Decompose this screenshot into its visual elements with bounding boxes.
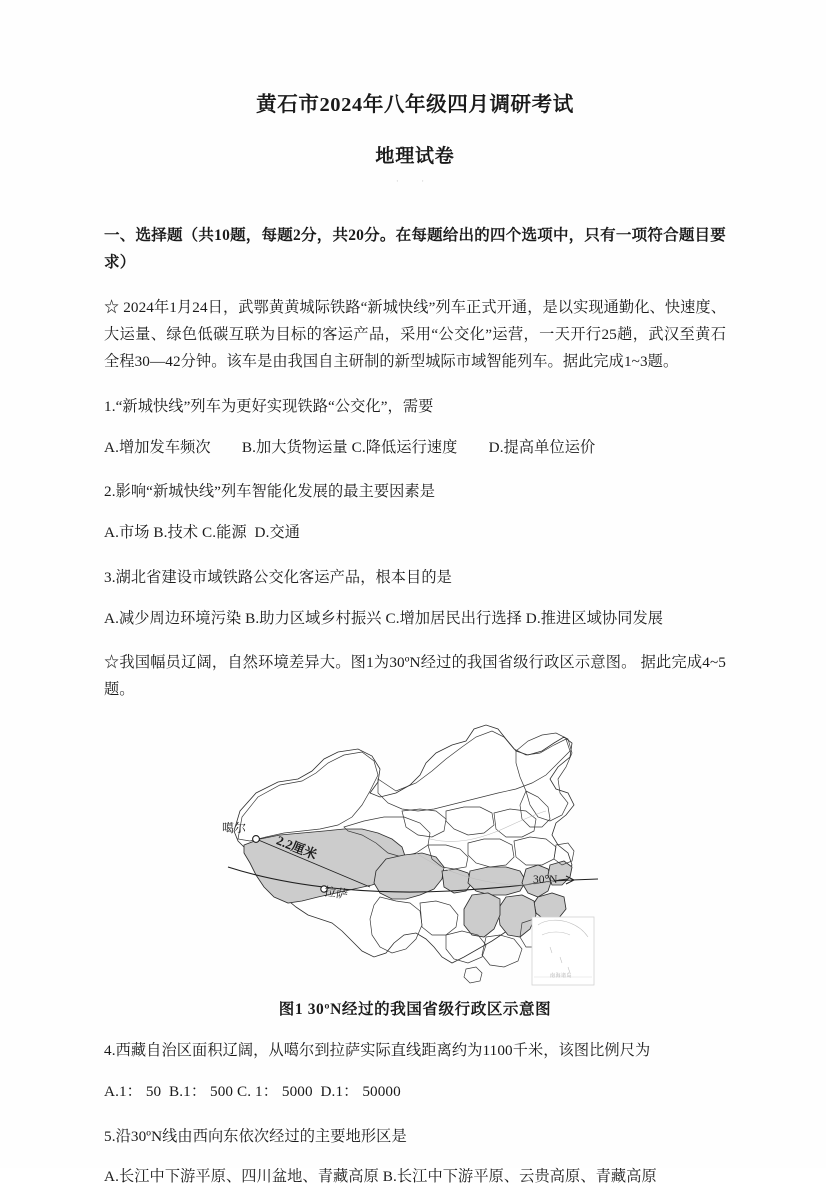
question-3-stem: 3.湖北省建设市域铁路公交化客运产品，根本目的是: [104, 569, 452, 587]
figure-1: [104, 719, 726, 1019]
china-map-image: [220, 719, 610, 991]
passage-china-territory: ☆我国幅员辽阔，自然环境差异大。图1为30ºN经过的我国省级行政区示意图。 据此完成4~5题。: [104, 653, 726, 698]
question-5-options[interactable]: A.长江中下游平原、四川盆地、青藏高原 B.长江中下游平原、云贵高原、青藏高原: [104, 1168, 657, 1186]
section-heading-multiple-choice: 一、选择题（共10题，每题2分，共20分。在每题给出的四个选项中，只有一项符合题目要求）: [104, 227, 726, 272]
city-dot-gaer: [253, 835, 260, 842]
figure-1-caption: 图1 30ºN经过的我国省级行政区示意图: [278, 1000, 552, 1018]
faint-scan-marks: · ·: [395, 176, 435, 187]
question-1-options[interactable]: A.增加发车频次 B.加大货物运量 C.降低运行速度 D.提高单位运价: [104, 438, 596, 456]
question-3-options[interactable]: A.减少周边环境污染 B.助力区域乡村振兴 C.增加居民出行选择 D.推进区域协同发展: [104, 609, 664, 627]
question-4-options[interactable]: A.1： 50 B.1： 500 C. 1： 5000 D.1： 50000: [104, 1082, 401, 1100]
question-4-stem: 4.西藏自治区面积辽阔，从噶尔到拉萨实际直线距离约为1100千米，该图比例尺为: [104, 1041, 651, 1059]
question-2-stem: 2.影响“新城快线”列车智能化发展的最主要因素是: [104, 483, 436, 501]
page-subtitle: 地理试卷: [375, 145, 455, 167]
map-label-gaer: 噶尔: [222, 820, 247, 835]
passage-train-intro: ☆ 2024年1月24日，武鄂黄黄城际铁路“新城快线”列车正式开通，是以实现通勤化、快速度、大运量、绿色低碳互联为目标的客运产品，采用“公交化”运营，一天开行25趟，武汉至黄石全程30—42分钟。该车是由我国自主研制的新型城际市域智能列车。据此完成1~3题。: [104, 298, 726, 370]
china-map-svg: [220, 719, 610, 991]
map-label-distance: 2.2厘米: [274, 832, 320, 863]
question-5-stem: 5.沿30ºN线由西向东依次经过的主要地形区是: [104, 1127, 407, 1145]
question-1-stem: 1.“新城快线”列车为更好实现铁路“公交化”，需要: [104, 397, 434, 415]
page-content: [104, 0, 726, 1190]
map-label-inset-caption: 南海诸岛: [550, 973, 573, 979]
map-label-latitude-30n: 30°N: [533, 873, 558, 886]
page-title: 黄石市2024年八年级四月调研考试: [256, 94, 574, 116]
map-label-lhasa: 拉萨: [323, 884, 349, 902]
question-2-options[interactable]: A.市场 B.技术 C.能源 D.交通: [104, 524, 301, 542]
